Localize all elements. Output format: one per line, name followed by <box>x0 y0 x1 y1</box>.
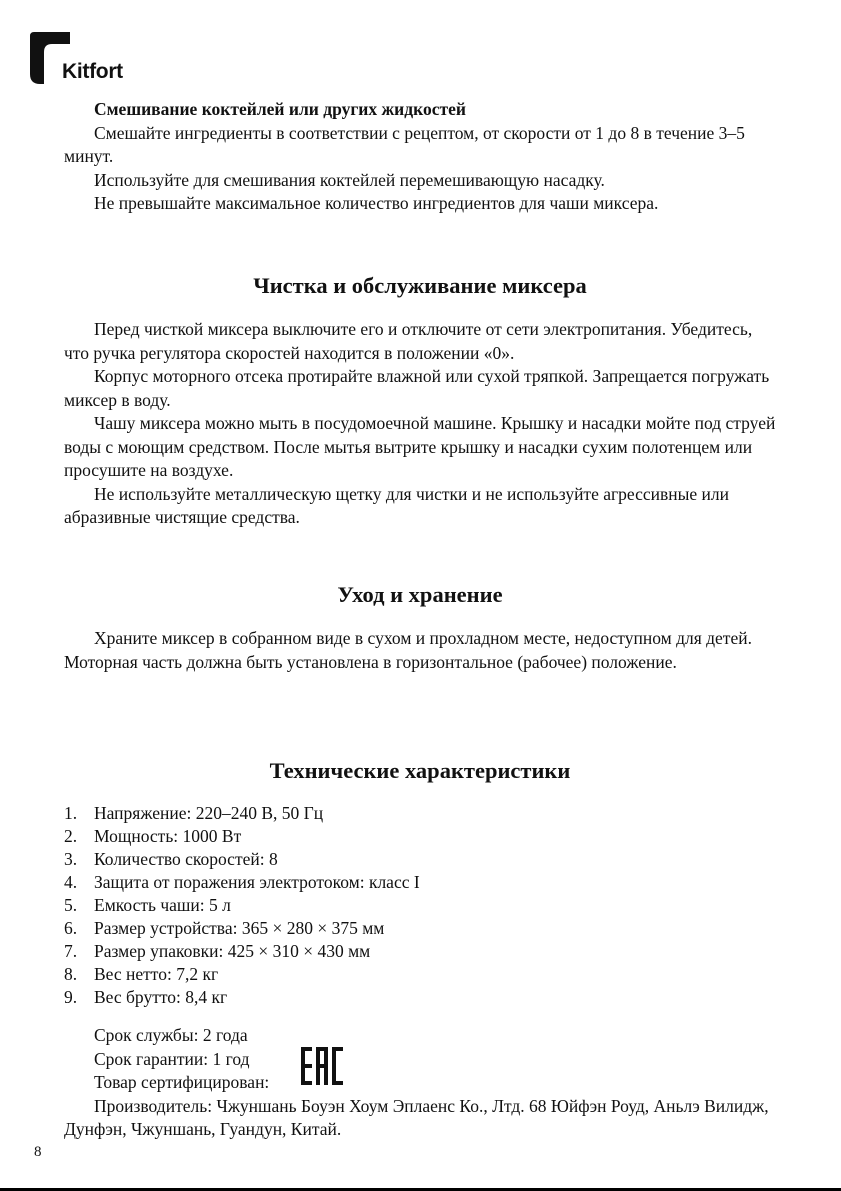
service-life: Срок службы: 2 года <box>94 1025 248 1045</box>
mixing-title: Смешивание коктейлей или других жидкостей <box>94 99 466 119</box>
storage-section <box>64 627 776 674</box>
cleaning-paragraph-3: Чашу миксера можно мыть в посудомоечной машине. Крышку и насадки мойте под струей воды с моющим средством. После мытья вытрите крышку и насадки сухим полотенцем или просушите на воздухе. <box>64 413 776 480</box>
spec-item: 5. Емкость чаши: 5 л <box>64 895 231 915</box>
spec-item: 9. Вес брутто: 8,4 кг <box>64 987 228 1007</box>
certification-label: Товар сертифицирован: <box>94 1072 270 1092</box>
warranty: Срок гарантии: 1 год <box>94 1048 250 1069</box>
mixing-paragraph-3: Не превышайте максимальное количество ингредиентов для чаши миксера. <box>94 193 659 213</box>
manufacturer: Производитель: Чжуншань Боуэн Хоум Эплаенс Ко., Лтд. 68 Юйфэн Роуд, Аньлэ Вилидж, Дунфэн, Чжуншань, Гуандун, Китай. <box>64 1095 769 1139</box>
mixing-section <box>64 98 776 216</box>
cleaning-paragraph-1: Перед чисткой миксера выключите его и отключите от сети электропитания. Убедитесь, что ручка регулятора скоростей находится в положении «0». <box>64 319 753 363</box>
spec-item: 4. Защита от поражения электротоком: класс I <box>64 872 420 892</box>
storage-paragraph-1: Храните миксер в собранном виде в сухом и прохладном месте, недоступном для детей. Моторная часть должна быть установлена в горизонтальное (рабочее) положение. <box>64 628 752 672</box>
mixing-paragraph-2: Используйте для смешивания коктейлей перемешивающую насадку. <box>94 169 605 190</box>
specs-heading: Технические характеристики <box>269 758 571 783</box>
page-number: 8 <box>34 1144 42 1160</box>
cleaning-paragraph-2: Корпус моторного отсека протирайте влажной или сухой тряпкой. Запрещается погружать миксер в воду. <box>64 366 770 410</box>
spec-item: 3. Количество скоростей: 8 <box>64 849 278 869</box>
spec-item: 7. Размер упаковки: 425 × 310 × 430 мм <box>64 941 371 961</box>
spec-item: 1. Напряжение: 220–240 В, 50 Гц <box>64 803 324 823</box>
storage-heading: Уход и хранение <box>337 582 503 607</box>
spec-item: 8. Вес нетто: 7,2 кг <box>64 964 219 984</box>
mixing-paragraph-1: Смешайте ингредиенты в соответствии с рецептом, от скорости от 1 до 8 в течение 3–5 минут. <box>64 122 745 166</box>
spec-item: 2. Мощность: 1000 Вт <box>64 826 242 846</box>
spec-item: 6. Размер устройства: 365 × 280 × 375 мм <box>64 918 385 938</box>
eac-certification-icon <box>301 1047 343 1085</box>
cleaning-heading: Чистка и обслуживание миксера <box>253 273 587 298</box>
footer-info <box>64 1024 776 1142</box>
cleaning-section <box>64 318 776 530</box>
specs-list <box>64 802 776 1009</box>
brand-name: Kitfort <box>62 60 123 83</box>
cleaning-paragraph-4: Не используйте металлическую щетку для чистки и не используйте агрессивные или абразивные чистящие средства. <box>64 483 730 527</box>
